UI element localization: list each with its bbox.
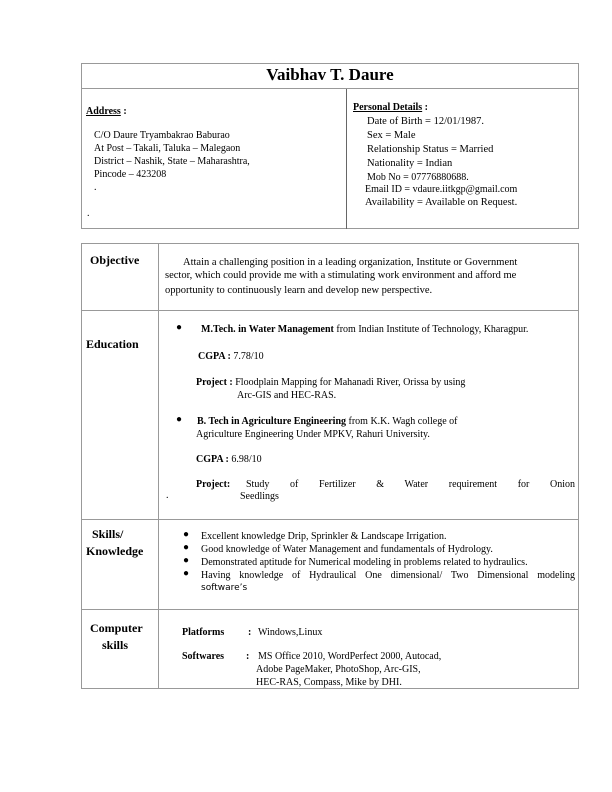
btech-institute: from K.K. Wagh college of	[346, 416, 458, 427]
btech-project-line2: Seedlings	[240, 491, 279, 502]
softwares-label: Softwares	[182, 651, 225, 662]
mtech-project-label: Project :	[196, 377, 233, 388]
mtech-degree: M.Tech. in Water Management	[201, 324, 334, 335]
objective-line: sector, which could provide me with a stimulating work environment and afford me	[165, 270, 517, 281]
address-line: .	[87, 208, 90, 219]
objective-line: opportunity to continuously learn and develop new perspective.	[165, 285, 433, 296]
platforms-separator: :	[248, 627, 252, 638]
mtech-cgpa-value: 7.78/10	[230, 351, 264, 362]
mtech-institute: from Indian Institute of Technology, Kharagpur.	[333, 324, 529, 335]
personal-label: Personal Details	[353, 102, 423, 113]
skills-label-line1: Skills/	[92, 527, 124, 541]
skill-item: Good knowledge of Water Management and fundamentals of Hydrology.	[201, 544, 493, 555]
personal-line: Mob No = 07776880688.	[367, 172, 469, 183]
address-label: Address	[86, 106, 121, 117]
personal-line: Availability = Available on Request.	[365, 197, 518, 208]
btech-dot: .	[166, 490, 169, 501]
platforms-value: Windows,Linux	[258, 627, 323, 638]
softwares-separator: :	[246, 651, 250, 662]
personal-heading	[353, 101, 428, 114]
address-line: Pincode – 423208	[94, 169, 167, 180]
mtech-cgpa	[198, 350, 264, 363]
personal-line: Relationship Status = Married	[367, 144, 494, 155]
address-line: At Post – Takali, Taluka – Malegaon	[94, 143, 241, 154]
address-colon: :	[120, 106, 127, 117]
skill-item: Excellent knowledge Drip, Sprinkler & Landscape Irrigation.	[201, 531, 447, 542]
row-divider	[81, 519, 579, 520]
btech-cgpa-label: CGPA :	[196, 454, 229, 465]
personal-colon: :	[422, 102, 428, 113]
mtech-line	[201, 323, 528, 336]
computer-label-line1: Computer	[90, 621, 143, 635]
skill-item-continuation: software’s	[201, 583, 248, 593]
personal-line: Email ID = vdaure.iitkgp@gmail.com	[365, 184, 518, 195]
education-label: Education	[86, 337, 139, 351]
address-line: District – Nashik, State – Maharashtra,	[94, 156, 250, 167]
bullet-icon: ●	[183, 529, 190, 540]
candidate-name: Vaibhav T. Daure	[266, 65, 394, 84]
btech-institute-line2: Agriculture Engineering Under MPKV, Rahuri University.	[196, 429, 430, 440]
objective-label: Objective	[90, 253, 140, 267]
bullet-icon: ●	[183, 568, 190, 579]
computer-label-line2: skills	[102, 638, 129, 652]
mtech-cgpa-label: CGPA :	[198, 351, 231, 362]
btech-project-title: Study of Fertilizer & Water requirement for Onion	[246, 479, 575, 490]
mtech-project-title: Floodplain Mapping for Mahanadi River, Orissa by using	[232, 377, 466, 388]
address-heading	[86, 105, 127, 118]
btech-project-label: Project:	[196, 479, 231, 490]
bullet-icon: ●	[176, 414, 183, 425]
bullet-icon: ●	[183, 555, 190, 566]
objective-line: Attain a challenging position in a leading organization, Institute or Government	[183, 257, 518, 268]
btech-degree: B. Tech in Agriculture Engineering	[197, 416, 346, 427]
software-line: MS Office 2010, WordPerfect 2000, Autocad,	[258, 651, 442, 662]
address-line: .	[94, 182, 97, 193]
row-divider	[81, 609, 579, 610]
btech-cgpa	[196, 453, 262, 466]
bullet-icon: ●	[176, 322, 183, 333]
address-line: C/O Daure Tryambakrao Baburao	[94, 130, 230, 141]
personal-line: Sex = Male	[367, 130, 416, 141]
skill-item: Having knowledge of Hydraulical One dimensional/ Two Dimensional modeling	[201, 570, 575, 581]
platforms-label: Platforms	[182, 627, 225, 638]
btech-cgpa-value: 6.98/10	[228, 454, 262, 465]
skill-item: Demonstrated aptitude for Numerical modeling in problems related to hydraulics.	[201, 557, 528, 568]
personal-line: Nationality = Indian	[367, 158, 453, 169]
row-divider	[81, 310, 579, 311]
mtech-project-line2: Arc-GIS and HEC-RAS.	[237, 390, 337, 401]
skills-label-line2: Knowledge	[86, 544, 144, 558]
mtech-project	[196, 376, 465, 389]
btech-line	[197, 415, 457, 428]
software-line: Adobe PageMaker, PhotoShop, Arc-GIS,	[256, 664, 421, 675]
header-divider	[346, 89, 347, 229]
software-line: HEC-RAS, Compass, Mike by DHI.	[256, 677, 402, 688]
personal-line: Date of Birth = 12/01/1987.	[367, 116, 485, 127]
bullet-icon: ●	[183, 542, 190, 553]
